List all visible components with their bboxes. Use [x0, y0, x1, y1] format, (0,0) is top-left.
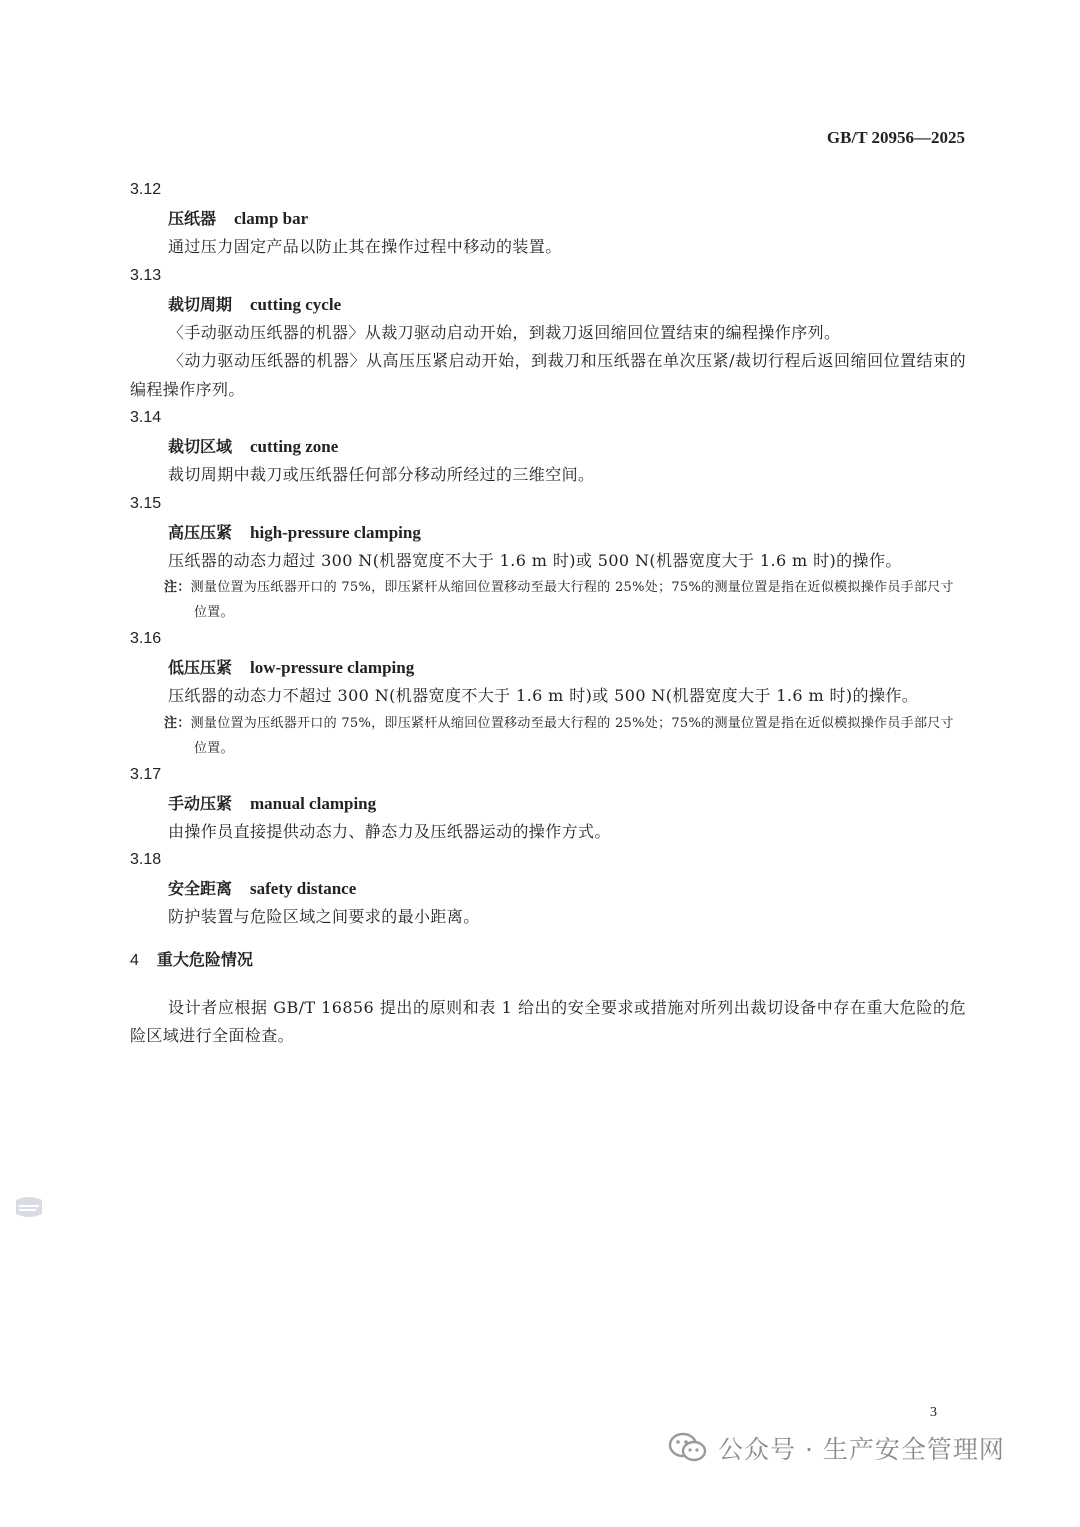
term-title: [130, 432, 966, 461]
term-number: 3.14: [130, 409, 162, 426]
wechat-icon: [668, 1431, 708, 1465]
section-number: 4: [130, 951, 139, 969]
term-en: low-pressure clamping: [250, 658, 415, 677]
term-definition: 由操作员直接提供动态力、静态力及压纸器运动的操作方式。: [168, 821, 611, 841]
term-definition: 压纸器的动态力不超过 300 N(机器宽度不大于 1.6 m 时)或 500 N(机器宽度大于 1.6 m 时)的操作。: [168, 686, 919, 705]
term-definition: 裁切周期中裁刀或压纸器任何部分移动所经过的三维空间。: [168, 465, 595, 484]
term-en: clamp bar: [234, 209, 309, 228]
term-title: [130, 204, 966, 233]
standard-code: GB/T 20956—2025: [826, 128, 965, 147]
section-title: 重大危险情况: [156, 949, 253, 969]
term-zh: 裁切周期: [168, 294, 233, 314]
wechat-watermark: [668, 1426, 1005, 1470]
term-definition: 〈动力驱动压纸器的机器〉从高压压紧启动开始，到裁刀和压纸器在单次压紧/裁切行程后返回缩回位置结束的编程操作序列。: [130, 351, 966, 399]
page-content: [130, 176, 966, 1051]
term-definition: 压纸器的动态力超过 300 N(机器宽度不大于 1.6 m 时)或 500 N(机器宽度大于 1.6 m 时)的操作。: [168, 550, 902, 570]
term-zh: 高压压紧: [168, 522, 233, 542]
term-en: safety distance: [250, 879, 357, 898]
page-number: 3: [930, 1405, 937, 1420]
term-title: [130, 789, 966, 818]
term-entry: [130, 846, 966, 932]
term-entry: [130, 625, 966, 761]
section-body: 设计者应根据 GB/T 16856 提出的原则和表 1 给出的安全要求或措施对所列出裁切设备中存在重大危险的危险区域进行全面检查。: [130, 997, 966, 1045]
term-definition: 通过压力固定产品以防止其在操作过程中移动的装置。: [168, 237, 562, 256]
term-zh: 安全距离: [168, 879, 233, 898]
term-entry: [130, 262, 966, 405]
term-definition: 〈手动驱动压纸器的机器〉从裁刀驱动启动开始，到裁刀返回缩回位置结束的编程操作序列。: [168, 322, 841, 342]
note-text: 测量位置为压纸器开口的 75%，即压紧杆从缩回位置移动至最大行程的 25%处；75%的测量位置是指在近似模拟操作员手部尺寸位置。: [190, 580, 954, 620]
note-label: 注：: [164, 580, 191, 595]
term-number: 3.15: [130, 494, 162, 512]
term-en: cutting cycle: [250, 294, 342, 314]
term-en: high-pressure clamping: [250, 522, 421, 542]
note-label: 注：: [164, 715, 191, 731]
term-zh: 手动压紧: [168, 793, 233, 813]
watermark-text: 公众号 · 生产安全管理网: [718, 1435, 1005, 1464]
term-number: 3.16: [130, 630, 162, 647]
note-text: 测量位置为压纸器开口的 75%，即压紧杆从缩回位置移动至最大行程的 25%处；75%的测量位置是指在近似模拟操作员手部尺寸位置。: [190, 715, 954, 756]
term-entry: [130, 404, 966, 490]
term-zh: 压纸器: [168, 209, 217, 228]
term-number: 3.17: [130, 765, 162, 783]
term-zh: 低压压紧: [168, 658, 233, 677]
term-title: [130, 874, 966, 903]
section-heading: [130, 946, 966, 974]
term-number: 3.13: [130, 266, 162, 284]
term-entry: [130, 761, 966, 847]
term-entry: [130, 490, 966, 626]
term-zh: 裁切区域: [168, 437, 233, 456]
term-entry: [130, 176, 966, 262]
term-note: [130, 711, 966, 761]
term-title: [130, 653, 966, 682]
term-number: 3.12: [130, 181, 162, 198]
sac-logo-icon: [14, 1194, 44, 1220]
term-title: [130, 290, 966, 319]
term-en: manual clamping: [250, 793, 377, 813]
term-title: [130, 518, 966, 547]
term-number: 3.18: [130, 851, 162, 868]
term-note: [130, 575, 966, 625]
term-en: cutting zone: [250, 437, 339, 456]
term-definition: 防护装置与危险区域之间要求的最小距离。: [168, 907, 480, 926]
